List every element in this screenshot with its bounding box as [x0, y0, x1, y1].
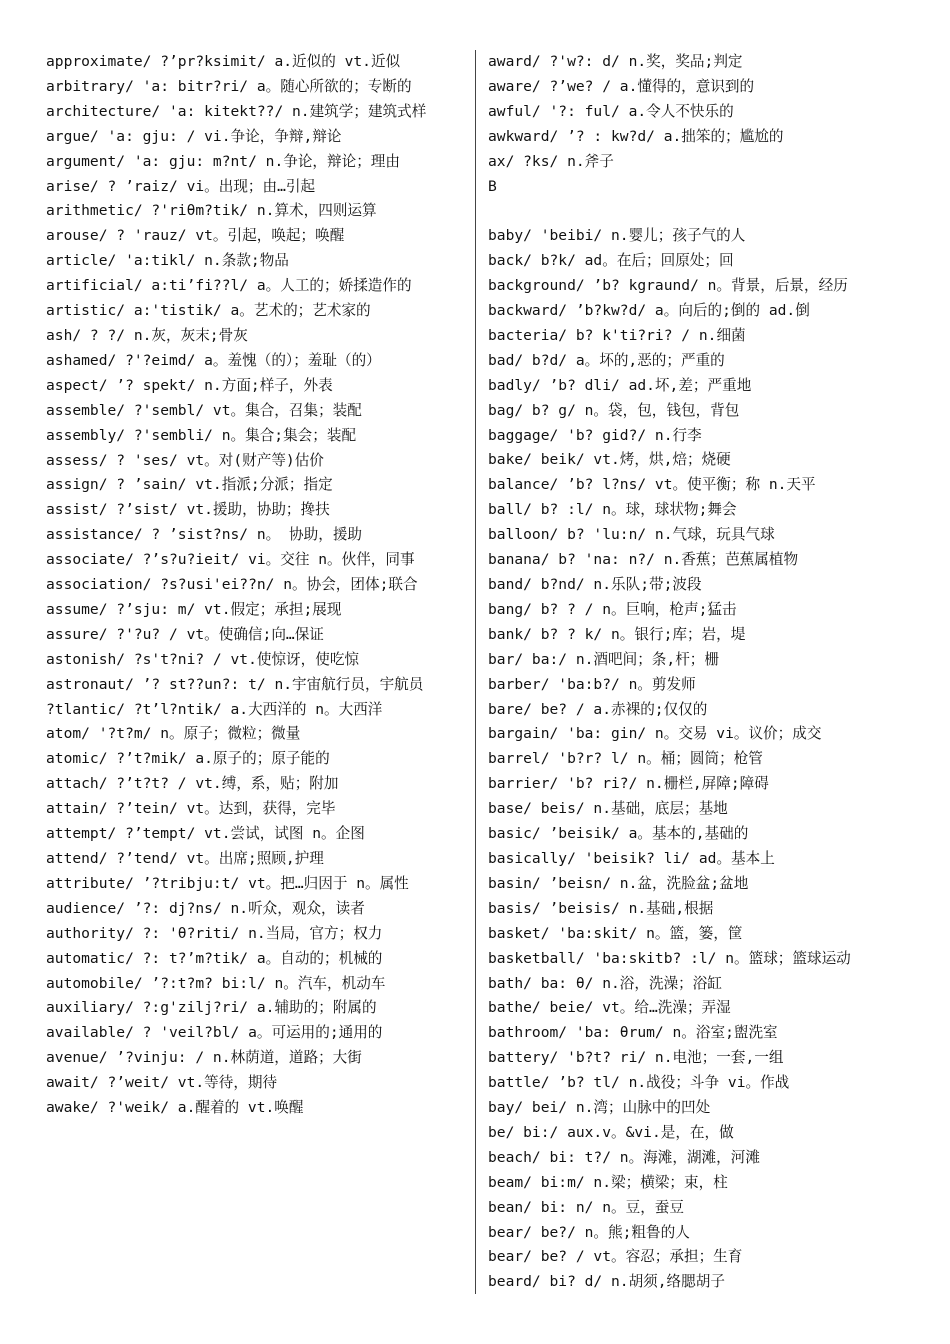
vocabulary-entry: ax/ ?ks/ n.斧子	[488, 152, 614, 170]
vocabulary-entry: automobile/ ’?:t?m? bi:l/ n。汽车，机动车	[46, 974, 386, 992]
vocabulary-entry: assess/ ? 'ses/ vt。对(财产等)估价	[46, 451, 324, 469]
vocabulary-entry: bag/ b? g/ n。袋，包，钱包，背包	[488, 401, 740, 419]
vocabulary-entry: baggage/ 'b? gid?/ n.行李	[488, 426, 702, 444]
vocabulary-entry: bar/ ba:/ n.酒吧间；条,杆；栅	[488, 650, 719, 668]
vocabulary-entry: artificial/ a:ti’fi??l/ a。人工的；娇揉造作的	[46, 277, 412, 295]
vocabulary-entry: arithmetic/ ?'riθm?tik/ n.算术，四则运算	[46, 202, 377, 220]
vocabulary-entry: balance/ ’b? l?ns/ vt。使平衡；称 n.天平	[488, 476, 816, 494]
vocabulary-entry: approximate/ ?’pr?ksimit/ a.近似的 vt.近似	[46, 53, 401, 70]
vocabulary-entry: artistic/ a:'tistik/ a。艺术的；艺术家的	[46, 302, 371, 320]
vocabulary-entry: awake/ ?'weik/ a.醒着的 vt.唤醒	[46, 1099, 304, 1117]
vocabulary-entry: beard/ bi? d/ n.胡须,络腮胡子	[488, 1273, 725, 1291]
vocabulary-entry: bake/ beik/ vt.烤，烘,焙；烧硬	[488, 451, 731, 469]
vocabulary-entry: available/ ? 'veil?bl/ a。可运用的;通用的	[46, 1024, 383, 1042]
vocabulary-entry: bang/ b? ? / n。巨响，枪声;猛击	[488, 600, 737, 618]
vocabulary-entry: assume/ ?’sju: m/ vt.假定；承担;展现	[46, 600, 342, 618]
vocabulary-entry: bargain/ 'ba: gin/ n。交易 vi。议价；成交	[488, 725, 822, 743]
vocabulary-entry: bad/ b?d/ a。坏的,恶的；严重的	[488, 351, 725, 369]
vocabulary-entry: argument/ 'a: gju: m?nt/ n.争论，辩论；理由	[46, 152, 400, 170]
vocabulary-entry: attend/ ?’tend/ vt。出席;照顾,护理	[46, 850, 324, 867]
right-column	[488, 50, 908, 1295]
vocabulary-entry: atom/ '?t?m/ n。原子；微粒；微量	[46, 725, 301, 743]
vocabulary-entry: back/ b?k/ ad。在后；回原处；回	[488, 252, 734, 270]
vocabulary-entry: basketball/ 'ba:skitb? :l/ n。篮球；篮球运动	[488, 949, 851, 967]
vocabulary-entry: attempt/ ?’tempt/ vt.尝试，试图 n。企图	[46, 825, 365, 843]
vocabulary-entry: astronaut/ ’? st??un?: t/ n.宇宙航行员，宇航员	[46, 675, 424, 693]
vocabulary-entry: awful/ '?: ful/ a.令人不快乐的	[488, 102, 734, 120]
vocabulary-entry: badly/ ’b? dli/ ad.坏,差；严重地	[488, 376, 752, 394]
vocabulary-entry: basket/ 'ba:skit/ n。篮，篓，筐	[488, 924, 743, 942]
vocabulary-entry: bear/ be?/ n。熊;粗鲁的人	[488, 1223, 690, 1241]
vocabulary-entry: bacteria/ b? k'ti?ri? / n.细菌	[488, 326, 746, 344]
vocabulary-entry: background/ ’b? kgraund/ n。背景，后景，经历	[488, 277, 848, 295]
left-column	[46, 50, 466, 1121]
vocabulary-entry: basin/ ’beisn/ n.盆，洗脸盆;盆地	[488, 874, 749, 892]
vocabulary-entry: bathe/ beie/ vt。给…洗澡；弄湿	[488, 999, 731, 1017]
vocabulary-entry: aware/ ?’we? / a.懂得的，意识到的	[488, 77, 755, 95]
vocabulary-entry: beach/ bi: t?/ n。海滩，湖滩，河滩	[488, 1148, 760, 1166]
vocabulary-entry: beam/ bi:m/ n.梁；横梁；束，柱	[488, 1173, 728, 1191]
vocabulary-entry: band/ b?nd/ n.乐队;带;波段	[488, 576, 702, 594]
vocabulary-entry: association/ ?s?usi'ei??n/ n。协会，团体;联合	[46, 576, 418, 594]
vocabulary-entry: ash/ ? ?/ n.灰，灰末;骨灰	[46, 326, 248, 344]
vocabulary-entry: attain/ ?’tein/ vt。达到，获得，完毕	[46, 800, 336, 818]
vocabulary-entry: assembly/ ?'sembli/ n。集合;集会；装配	[46, 426, 357, 444]
vocabulary-entry: ?tlantic/ ?t’l?ntik/ a.大西洋的 n。大西洋	[46, 700, 383, 718]
vocabulary-entry: backward/ ’b?kw?d/ a。向后的;倒的 ad.倒	[488, 302, 810, 320]
vocabulary-entry: automatic/ ?: t?’m?tik/ a。自动的；机械的	[46, 949, 383, 967]
vocabulary-entry: auxiliary/ ?:g'zilj?ri/ a.辅助的；附属的	[46, 999, 377, 1017]
vocabulary-entry: base/ beis/ n.基础，底层；基地	[488, 800, 728, 818]
vocabulary-entry: baby/ 'beibi/ n.婴儿；孩子气的人	[488, 227, 746, 245]
vocabulary-entry: architecture/ 'a: kitekt??/ n.建筑学；建筑式样	[46, 102, 427, 120]
vocabulary-entry: aspect/ ’? spekt/ n.方面;样子，外表	[46, 376, 333, 394]
vocabulary-entry: astonish/ ?s't?ni? / vt.使惊讶，使吃惊	[46, 650, 360, 668]
vocabulary-entry: bare/ be? / a.赤裸的;仅仅的	[488, 700, 708, 718]
vocabulary-entry: assemble/ ?'sembl/ vt。集合，召集；装配	[46, 401, 362, 419]
vocabulary-entry: article/ 'a:tikl/ n.条款;物品	[46, 252, 289, 270]
vocabulary-entry: arbitrary/ 'a: bitr?ri/ a。随心所欲的；专断的	[46, 77, 412, 95]
vocabulary-entry: battle/ ’b? tl/ n.战役；斗争 vi。作战	[488, 1074, 790, 1092]
vocabulary-entry: bear/ be? / vt。容忍；承担；生育	[488, 1248, 743, 1266]
vocabulary-entry: assure/ ?'?u? / vt。使确信;向…保证	[46, 625, 324, 643]
vocabulary-entry: authority/ ?: 'θ?riti/ n.当局，官方；权力	[46, 924, 383, 942]
vocabulary-entry: assign/ ? ’sain/ vt.指派;分派；指定	[46, 476, 333, 494]
vocabulary-entry: atomic/ ?’t?mik/ a.原子的；原子能的	[46, 750, 330, 768]
vocabulary-entry: bean/ bi: n/ n。豆，蚕豆	[488, 1198, 684, 1216]
vocabulary-entry: bay/ bei/ n.湾；山脉中的凹处	[488, 1099, 711, 1117]
vocabulary-entry: basic/ ’beisik/ a。基本的,基础的	[488, 825, 749, 843]
vocabulary-entry: award/ ?'w?: d/ n.奖，奖品;判定	[488, 53, 743, 70]
vocabulary-entry: be/ bi:/ aux.v。&vi.是，在，做	[488, 1123, 734, 1141]
vocabulary-entry: arouse/ ? 'rauz/ vt。引起，唤起；唤醒	[46, 227, 345, 245]
vocabulary-entry: attribute/ ’?tribju:t/ vt。把…归因于 n。属性	[46, 874, 409, 892]
vocabulary-entry: ashamed/ ?'?eimd/ a。羞愧（的）；羞耻（的）	[46, 351, 381, 369]
vocabulary-entry: argue/ 'a: gju: / vi.争论，争辩,辩论	[46, 127, 342, 145]
vocabulary-entry: associate/ ?’s?u?ieit/ vi。交往 n。伙伴，同事	[46, 551, 415, 569]
vocabulary-entry: audience/ ’?: dj?ns/ n.听众，观众，读者	[46, 899, 365, 917]
column-divider	[475, 50, 476, 1294]
vocabulary-entry: avenue/ ’?vinju: / n.林荫道，道路；大街	[46, 1049, 362, 1067]
vocabulary-entry: banana/ b? 'na: n?/ n.香蕉；芭蕉属植物	[488, 551, 799, 569]
vocabulary-entry: ball/ b? :l/ n。球，球状物;舞会	[488, 501, 737, 519]
vocabulary-entry: basis/ ’beisis/ n.基础,根据	[488, 899, 714, 917]
vocabulary-entry: barrel/ 'b?r? l/ n。桶；圆筒；枪管	[488, 750, 763, 768]
vocabulary-entry: assist/ ?’sist/ vt.援助，协助；搀扶	[46, 501, 330, 519]
vocabulary-entry: balloon/ b? 'lu:n/ n.气球，玩具气球	[488, 526, 775, 544]
vocabulary-entry: battery/ 'b?t? ri/ n.电池；一套,一组	[488, 1049, 784, 1067]
vocabulary-entry: arise/ ? ’raiz/ vi。出现；由…引起	[46, 177, 316, 195]
vocabulary-entry: await/ ?’weit/ vt.等待，期待	[46, 1074, 278, 1092]
vocabulary-entry: bathroom/ 'ba: θrum/ n。浴室;盥洗室	[488, 1024, 778, 1042]
vocabulary-entry: barrier/ 'b? ri?/ n.栅栏,屏障;障碍	[488, 775, 769, 793]
blank-line	[488, 199, 908, 224]
vocabulary-entry: attach/ ?’t?t? / vt.缚，系，贴；附加	[46, 775, 339, 793]
vocabulary-entry: assistance/ ? ’sist?ns/ n。 协助，援助	[46, 526, 363, 544]
vocabulary-entry: barber/ 'ba:b?/ n。剪发师	[488, 675, 696, 693]
section-letter-heading: B	[488, 177, 497, 195]
vocabulary-entry: bank/ b? ? k/ n。银行;库；岩，堤	[488, 625, 746, 643]
vocabulary-entry: basically/ 'beisik? li/ ad。基本上	[488, 849, 775, 867]
vocabulary-entry: awkward/ ’? : kw?d/ a.拙笨的；尴尬的	[488, 127, 784, 145]
vocabulary-entry: bath/ ba: θ/ n.浴，洗澡；浴缸	[488, 974, 722, 992]
